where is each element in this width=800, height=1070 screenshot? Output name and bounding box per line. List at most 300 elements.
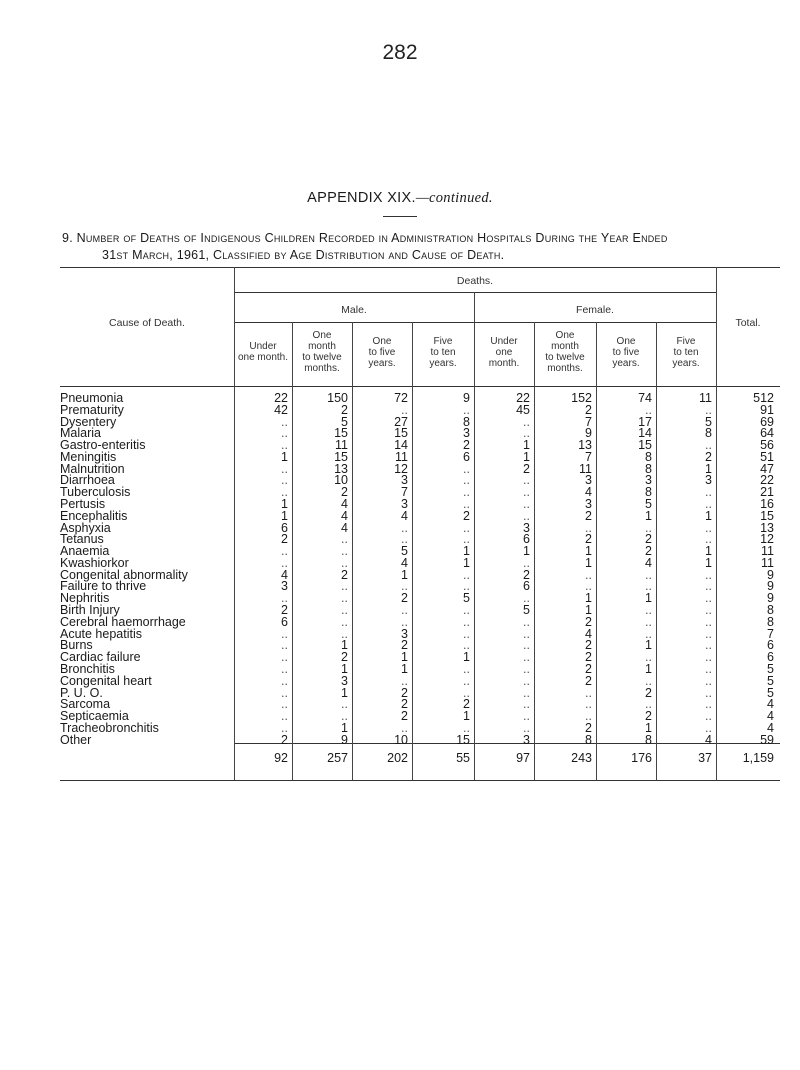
value-cell: ..	[281, 544, 288, 559]
value-cell: 1	[401, 567, 408, 582]
value-cell: 42	[274, 402, 288, 417]
value-cell: 7	[585, 449, 592, 464]
value-cell: 2	[585, 402, 592, 417]
value-cell: 5	[645, 497, 652, 512]
value-cell: 1	[585, 603, 592, 618]
value-cell: 6	[523, 579, 530, 594]
value-cell: ..	[463, 402, 470, 417]
value-cell: 5	[523, 603, 530, 618]
cause-cell: Nephritis	[60, 591, 110, 606]
value-cell: 1	[341, 720, 348, 735]
value-cell: ..	[705, 532, 712, 547]
value-cell: ..	[281, 426, 288, 441]
appendix-suffix: —continued.	[415, 190, 493, 206]
value-cell: 2	[341, 567, 348, 582]
value-cell: ..	[281, 555, 288, 570]
value-cell: ..	[585, 709, 592, 724]
value-cell: 2	[463, 697, 470, 712]
value-cell: ..	[341, 626, 348, 641]
table-caption-line1: 9. Number of Deaths of Indigenous Children Recorded in Administration Hospitals During the Year Ended	[62, 231, 668, 245]
value-cell: ..	[585, 685, 592, 700]
value-cell: 2	[401, 709, 408, 724]
value-cell: ..	[645, 673, 652, 688]
table-row	[60, 733, 780, 748]
value-cell: 1	[463, 544, 470, 559]
value-cell: ..	[523, 473, 530, 488]
value-cell: ..	[401, 603, 408, 618]
value-cell: ..	[281, 591, 288, 606]
value-cell: 2	[645, 709, 652, 724]
female-header: Female.	[576, 304, 614, 316]
value-cell: ..	[705, 709, 712, 724]
value-cell: ..	[463, 497, 470, 512]
value-cell: 1	[645, 661, 652, 676]
value-cell: 2	[523, 461, 530, 476]
value-cell: 150	[327, 391, 348, 405]
value-cell: 1	[645, 720, 652, 735]
total-header: Total.	[735, 317, 761, 329]
value-cell: 1	[645, 638, 652, 653]
value-cell: ..	[585, 579, 592, 594]
value-cell: 2	[341, 485, 348, 500]
value-cell: ..	[341, 697, 348, 712]
value-cell: 2	[463, 438, 470, 453]
value-cell: ..	[463, 638, 470, 653]
value-cell: 4	[341, 520, 348, 535]
age-group-header-line: Five	[433, 335, 453, 347]
value-cell: ..	[523, 720, 530, 735]
total-cell: 1,159	[742, 751, 774, 765]
value-cell: ..	[705, 673, 712, 688]
value-cell: ..	[523, 638, 530, 653]
value-cell: 152	[571, 391, 592, 405]
value-cell: 11	[579, 461, 592, 476]
value-cell: 1	[281, 449, 288, 464]
value-cell: ..	[645, 520, 652, 535]
cause-cell: Gastro-enteritis	[60, 438, 146, 453]
value-cell: ..	[705, 614, 712, 629]
value-cell: ..	[705, 650, 712, 665]
age-group-header	[412, 336, 474, 369]
value-cell: 4	[705, 732, 712, 747]
value-cell: 1	[705, 461, 712, 476]
value-cell: 1	[585, 544, 592, 559]
value-cell: 22	[274, 391, 288, 405]
cause-header: Cause of Death.	[109, 317, 185, 329]
value-cell: 5	[767, 673, 774, 688]
cause-cell: Malnutrition	[60, 461, 125, 476]
value-cell: ..	[281, 438, 288, 453]
value-cell: 15	[760, 508, 774, 523]
value-cell: ..	[401, 402, 408, 417]
value-cell: 1	[523, 438, 530, 453]
value-cell: ..	[523, 685, 530, 700]
value-cell: ..	[523, 697, 530, 712]
cause-cell: Dysentery	[60, 414, 117, 429]
age-group-header-line: years.	[368, 357, 396, 369]
age-group-header-line: to ten	[673, 346, 699, 358]
value-cell: 2	[281, 532, 288, 547]
value-cell: ..	[463, 614, 470, 629]
value-cell: 3	[523, 732, 530, 747]
age-group-header-line: to twelve	[545, 352, 585, 363]
cause-cell: Tuberculosis	[60, 485, 131, 500]
value-cell: 1	[523, 449, 530, 464]
table-caption-line2: 31st March, 1961, Classified by Age Distribution and Cause of Death.	[102, 248, 505, 262]
value-cell: 1	[341, 661, 348, 676]
value-cell: 1	[341, 685, 348, 700]
value-cell: ..	[281, 720, 288, 735]
value-cell: 51	[760, 449, 774, 464]
age-group-header-line: years.	[612, 357, 640, 369]
cause-cell: Cardiac failure	[60, 650, 141, 665]
value-cell: 3	[585, 473, 592, 488]
age-group-header	[474, 336, 534, 369]
value-cell: 10	[334, 473, 348, 488]
value-cell: 2	[523, 567, 530, 582]
value-cell: ..	[463, 661, 470, 676]
value-cell: 2	[585, 638, 592, 653]
value-cell: 8	[767, 614, 774, 629]
value-cell: ..	[341, 532, 348, 547]
value-cell: ..	[463, 720, 470, 735]
value-cell: ..	[281, 650, 288, 665]
value-cell: 3	[705, 473, 712, 488]
value-cell: 4	[401, 555, 408, 570]
deaths-header: Deaths.	[456, 275, 494, 287]
value-cell: 6	[281, 520, 288, 535]
value-cell: 3	[341, 673, 348, 688]
age-group-header-line: month	[308, 341, 336, 352]
value-cell: ..	[645, 650, 652, 665]
value-cell: 3	[281, 579, 288, 594]
cause-cell: Pertusis	[60, 497, 106, 512]
total-cell: 176	[631, 751, 652, 765]
age-group-header	[596, 336, 656, 369]
value-cell: 13	[760, 520, 774, 535]
value-cell: 4	[767, 709, 774, 724]
value-cell: 5	[341, 414, 348, 429]
value-cell: 59	[760, 732, 774, 747]
value-cell: 1	[523, 544, 530, 559]
value-cell: 1	[463, 555, 470, 570]
value-cell: 1	[463, 650, 470, 665]
age-group-header-line: one	[495, 346, 513, 358]
value-cell: 2	[585, 673, 592, 688]
value-cell: ..	[463, 579, 470, 594]
value-cell: ..	[645, 402, 652, 417]
value-cell: 2	[281, 603, 288, 618]
value-cell: 1	[645, 508, 652, 523]
value-cell: ..	[463, 532, 470, 547]
value-cell: ..	[463, 685, 470, 700]
value-cell: ..	[463, 673, 470, 688]
value-cell: ..	[645, 614, 652, 629]
age-group-header-line: one month.	[237, 352, 289, 363]
value-cell: 17	[638, 414, 652, 429]
value-cell: 1	[463, 709, 470, 724]
value-cell: ..	[523, 497, 530, 512]
value-cell: ..	[401, 579, 408, 594]
value-cell: 4	[401, 508, 408, 523]
value-cell: 2	[463, 508, 470, 523]
value-cell: 8	[463, 414, 470, 429]
table-top-rule	[60, 267, 780, 268]
value-cell: 512	[753, 391, 774, 405]
value-cell: ..	[523, 591, 530, 606]
cause-cell: Other	[60, 732, 92, 747]
value-cell: 5	[767, 661, 774, 676]
value-cell: 4	[645, 555, 652, 570]
value-cell: ..	[281, 697, 288, 712]
value-cell: ..	[585, 697, 592, 712]
value-cell: 22	[760, 473, 774, 488]
value-cell: ..	[281, 709, 288, 724]
value-cell: 2	[585, 508, 592, 523]
age-group-header-line: to twelve	[302, 352, 342, 363]
value-cell: 10	[394, 732, 408, 747]
value-cell: ..	[401, 614, 408, 629]
value-cell: 7	[767, 626, 774, 641]
value-cell: 4	[341, 508, 348, 523]
value-cell: 1	[645, 591, 652, 606]
value-cell: 13	[334, 461, 348, 476]
deaths-rule	[234, 292, 716, 293]
cause-cell: Tetanus	[60, 532, 104, 547]
value-cell: 11	[761, 555, 774, 570]
value-cell: 6	[281, 614, 288, 629]
value-cell: 3	[401, 497, 408, 512]
value-cell: 1	[281, 497, 288, 512]
value-cell: 3	[401, 473, 408, 488]
value-cell: 8	[645, 732, 652, 747]
cause-cell: Sarcoma	[60, 697, 111, 712]
value-cell: ..	[705, 497, 712, 512]
value-cell: ..	[705, 520, 712, 535]
cause-cell: Diarrhoea	[60, 473, 115, 488]
value-cell: ..	[705, 438, 712, 453]
cause-cell: Congenital heart	[60, 673, 152, 688]
value-cell: 1	[341, 638, 348, 653]
value-cell: 3	[463, 426, 470, 441]
age-group-header-line: months.	[547, 363, 583, 374]
age-group-header	[292, 330, 352, 374]
age-group-header	[234, 341, 292, 363]
sex-rule	[234, 322, 716, 323]
value-cell: 4	[341, 497, 348, 512]
age-group-header	[352, 336, 412, 369]
total-cell: 55	[456, 751, 470, 765]
value-cell: ..	[523, 485, 530, 500]
value-cell: 9	[341, 732, 348, 747]
heading-rule	[383, 216, 417, 217]
value-cell: ..	[463, 485, 470, 500]
value-cell: 6	[767, 638, 774, 653]
value-cell: ..	[341, 579, 348, 594]
cause-cell: Cerebral haemorrhage	[60, 614, 186, 629]
value-cell: ..	[463, 626, 470, 641]
value-cell: 1	[705, 508, 712, 523]
header-bottom-rule	[60, 386, 780, 387]
cause-cell: Birth Injury	[60, 603, 120, 618]
value-cell: ..	[463, 603, 470, 618]
value-cell: 9	[767, 567, 774, 582]
cause-cell: Burns	[60, 638, 93, 653]
value-cell: 45	[516, 402, 530, 417]
value-cell: 13	[578, 438, 592, 453]
cause-cell: Bronchitis	[60, 661, 115, 676]
value-cell: ..	[523, 650, 530, 665]
value-cell: 1	[705, 544, 712, 559]
value-cell: ..	[341, 614, 348, 629]
value-cell: ..	[645, 603, 652, 618]
cause-cell: Septicaemia	[60, 709, 129, 724]
age-group-header-line: One	[312, 330, 332, 341]
value-cell: ..	[281, 638, 288, 653]
value-cell: 2	[341, 650, 348, 665]
age-group-header-line: months.	[304, 363, 340, 374]
value-cell: 21	[760, 485, 774, 500]
cause-cell: Acute hepatitis	[60, 626, 142, 641]
value-cell: ..	[281, 626, 288, 641]
value-cell: ..	[463, 520, 470, 535]
value-cell: 14	[394, 438, 408, 453]
cause-cell: Kwashiorkor	[60, 555, 129, 570]
value-cell: ..	[341, 555, 348, 570]
age-group-header-line: One	[555, 330, 575, 341]
total-cell: 243	[571, 751, 592, 765]
value-cell: 1	[401, 661, 408, 676]
age-group-header-line: month	[551, 341, 579, 352]
value-cell: ..	[401, 532, 408, 547]
value-cell: 3	[585, 497, 592, 512]
value-cell: ..	[523, 626, 530, 641]
value-cell: 3	[401, 626, 408, 641]
age-group-header-line: One	[372, 335, 392, 347]
appendix-title: APPENDIX XIX.	[307, 190, 416, 206]
value-cell: ..	[523, 709, 530, 724]
age-group-header	[656, 336, 716, 369]
value-cell: ..	[705, 591, 712, 606]
value-cell: 1	[585, 591, 592, 606]
value-cell: 9	[463, 391, 470, 405]
value-cell: ..	[463, 473, 470, 488]
value-cell: 2	[281, 732, 288, 747]
cause-cell: Tracheobronchitis	[60, 720, 159, 735]
age-group-header-line: to ten	[430, 346, 456, 358]
value-cell: 5	[767, 685, 774, 700]
value-cell: ..	[341, 603, 348, 618]
value-cell: 1	[705, 555, 712, 570]
value-cell: 2	[585, 661, 592, 676]
value-cell: ..	[705, 603, 712, 618]
value-cell: 64	[760, 426, 774, 441]
age-group-header-line: years.	[429, 357, 457, 369]
value-cell: 4	[585, 626, 592, 641]
cause-cell: Congenital abnormality	[60, 567, 188, 582]
value-cell: 7	[585, 414, 592, 429]
value-cell: 56	[760, 438, 774, 453]
value-cell: 4	[767, 720, 774, 735]
value-cell: ..	[645, 697, 652, 712]
cause-cell: Pneumonia	[60, 391, 124, 405]
age-group-header-line: Five	[676, 335, 696, 347]
cause-cell: Prematurity	[60, 402, 124, 417]
value-cell: ..	[341, 544, 348, 559]
age-group-header	[534, 330, 596, 374]
value-cell: 27	[394, 414, 408, 429]
value-cell: 2	[585, 532, 592, 547]
value-cell: 2	[585, 650, 592, 665]
appendix-heading	[0, 190, 800, 207]
value-cell: 2	[401, 591, 408, 606]
value-cell: 11	[395, 449, 408, 464]
value-cell: 6	[767, 650, 774, 665]
value-cell: 15	[394, 426, 408, 441]
value-cell: 8	[645, 461, 652, 476]
male-header: Male.	[341, 304, 367, 316]
value-cell: ..	[341, 709, 348, 724]
value-cell: ..	[705, 626, 712, 641]
value-cell: 14	[638, 426, 652, 441]
value-cell: 1	[401, 650, 408, 665]
value-cell: 5	[705, 414, 712, 429]
value-cell: 15	[334, 449, 348, 464]
value-cell: ..	[523, 555, 530, 570]
value-cell: 2	[585, 720, 592, 735]
value-cell: 12	[760, 532, 774, 547]
value-cell: 15	[638, 438, 652, 453]
total-cell: 202	[387, 751, 408, 765]
age-group-header-line: years.	[672, 357, 700, 369]
value-cell: ..	[463, 567, 470, 582]
value-cell: 1	[585, 555, 592, 570]
total-cell: 37	[698, 751, 712, 765]
value-cell: ..	[585, 520, 592, 535]
value-cell: 69	[760, 414, 774, 429]
value-cell: ..	[705, 485, 712, 500]
value-cell: 11	[335, 438, 348, 453]
value-cell: 8	[645, 449, 652, 464]
totals-row	[60, 751, 780, 766]
value-cell: 15	[456, 732, 470, 747]
value-cell: ..	[705, 579, 712, 594]
cause-cell: Malaria	[60, 426, 101, 441]
value-cell: 2	[705, 449, 712, 464]
value-cell: 3	[645, 473, 652, 488]
value-cell: 4	[767, 697, 774, 712]
value-cell: 6	[523, 532, 530, 547]
value-cell: 9	[585, 426, 592, 441]
value-cell: 72	[394, 391, 408, 405]
value-cell: ..	[281, 473, 288, 488]
value-cell: ..	[523, 414, 530, 429]
value-cell: ..	[281, 461, 288, 476]
value-cell: 5	[401, 544, 408, 559]
value-cell: ..	[585, 567, 592, 582]
value-cell: 2	[341, 402, 348, 417]
value-cell: ..	[281, 661, 288, 676]
value-cell: 47	[760, 461, 774, 476]
value-cell: 91	[760, 402, 774, 417]
value-cell: 2	[645, 544, 652, 559]
cause-cell: Asphyxia	[60, 520, 111, 535]
value-cell: 3	[523, 520, 530, 535]
cause-cell: Encephalitis	[60, 508, 128, 523]
value-cell: ..	[523, 673, 530, 688]
value-cell: ..	[463, 461, 470, 476]
age-group-header-line: Under	[249, 341, 277, 352]
